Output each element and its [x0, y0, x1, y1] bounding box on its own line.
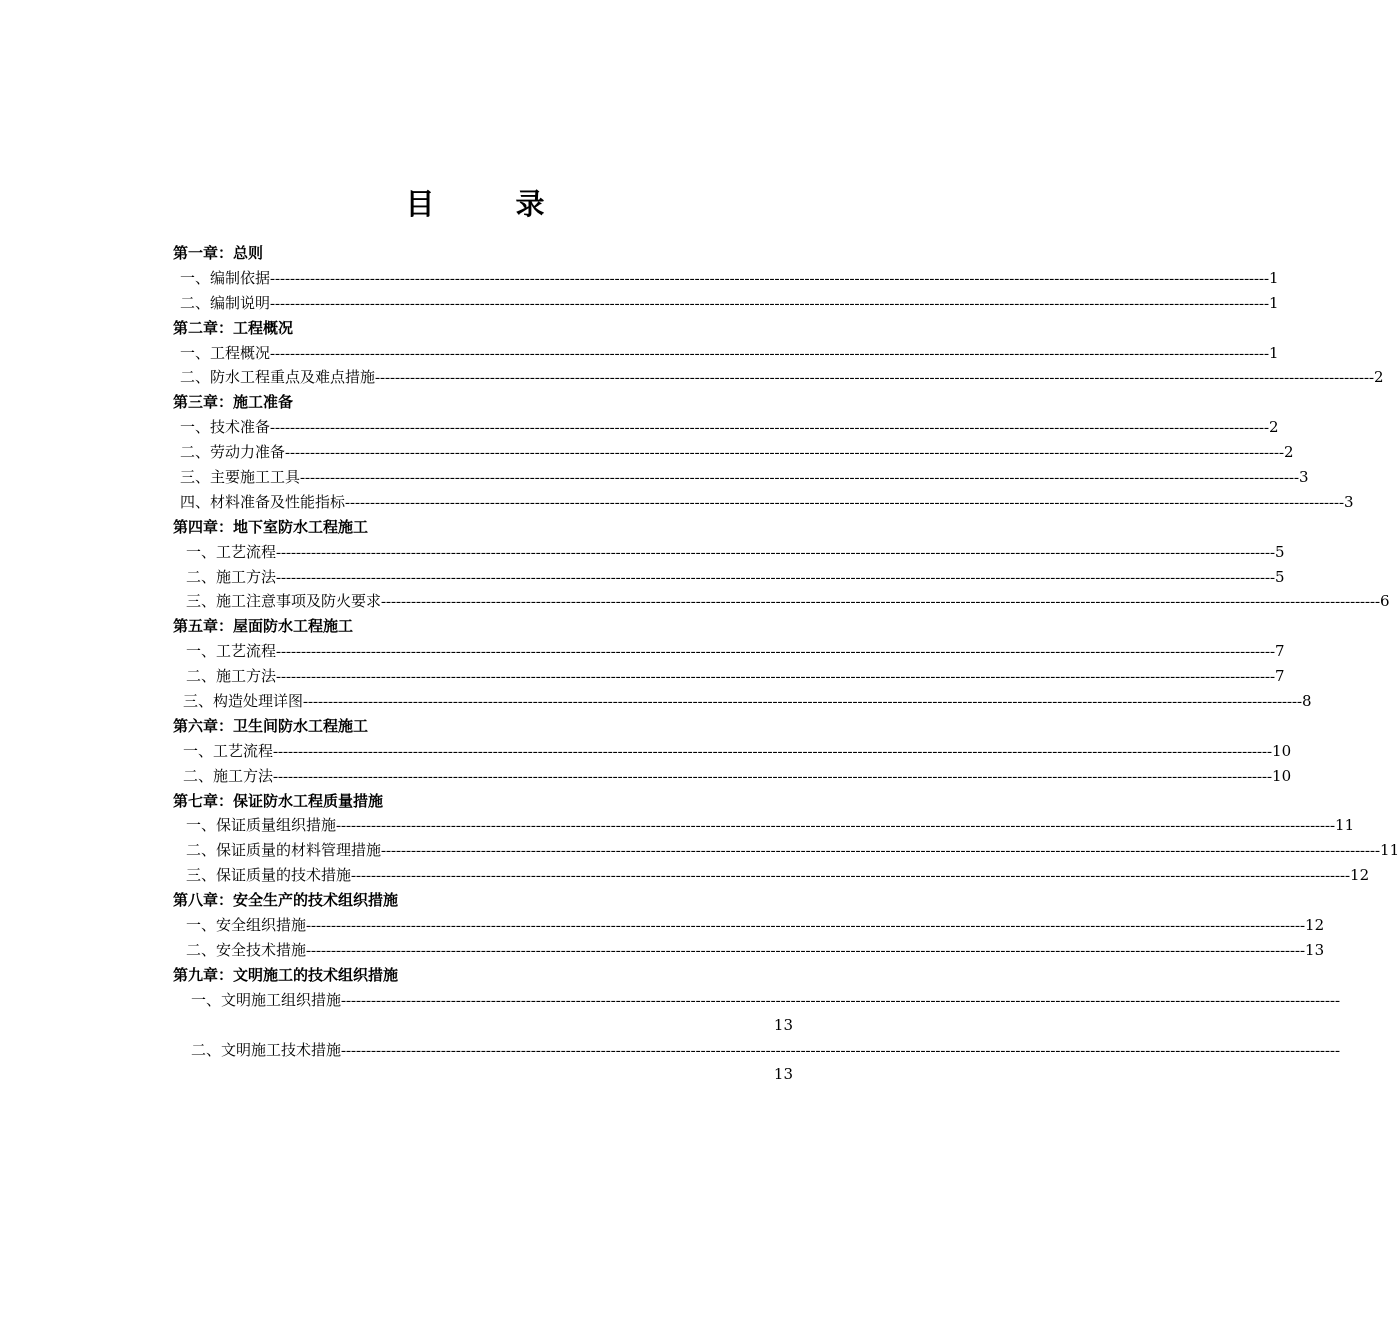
toc-leader: -------------------------------------------------------------------------------------------------------------------------------------------------------------------------------------------------------- — [270, 295, 1270, 312]
toc-entry-page: 11 — [1335, 816, 1355, 835]
toc-leader: -------------------------------------------------------------------------------------------------------------------------------------------------------------------------------------------------------- — [336, 818, 1336, 835]
toc-leader: -------------------------------------------------------------------------------------------------------------------------------------------------------------------------------------------------------- — [341, 992, 1341, 1009]
toc-entry-page: 7 — [1275, 642, 1285, 661]
toc-entry[interactable] — [0, 440, 1294, 465]
toc-entry[interactable] — [0, 589, 1390, 614]
toc-entry-label: 二、施工方法 — [186, 667, 277, 686]
toc-entry[interactable] — [0, 565, 1285, 590]
toc-entry[interactable] — [0, 415, 1279, 440]
toc-entry[interactable] — [0, 863, 1370, 888]
toc-entry-label: 一、工艺流程 — [183, 741, 274, 760]
toc-entry-label: 二、保证质量的材料管理措施 — [186, 841, 382, 860]
toc-chapter-heading: 第六章：卫生间防水工程施工 — [173, 716, 369, 735]
toc-entry-label: 三、保证质量的技术措施 — [186, 866, 352, 885]
toc-leader: -------------------------------------------------------------------------------------------------------------------------------------------------------------------------------------------------------- — [285, 445, 1285, 462]
toc-entry-label: 一、编制依据 — [180, 268, 271, 287]
toc-entry-label: 二、施工方法 — [183, 766, 274, 785]
toc-entry-label: 二、文明施工技术措施 — [191, 1040, 342, 1059]
toc-entry-label: 二、施工方法 — [186, 567, 277, 586]
toc-entry-label: 二、劳动力准备 — [180, 443, 286, 462]
toc-leader: -------------------------------------------------------------------------------------------------------------------------------------------------------------------------------------------------------- — [351, 868, 1351, 885]
toc-entry[interactable] — [0, 764, 1292, 789]
toc-entry-label: 一、文明施工组织措施 — [191, 990, 342, 1009]
toc-entry-label: 一、技术准备 — [180, 418, 271, 437]
toc-chapter-heading: 第八章：安全生产的技术组织措施 — [173, 891, 399, 910]
toc-entry-label: 一、工艺流程 — [186, 542, 277, 561]
toc-entry-label: 一、工艺流程 — [186, 642, 277, 661]
toc-entry[interactable] — [0, 266, 1279, 291]
toc-entry-page: 12 — [1350, 866, 1370, 885]
toc-entry-page: 5 — [1275, 567, 1285, 586]
toc-leader: -------------------------------------------------------------------------------------------------------------------------------------------------------------------------------------------------------- — [276, 544, 1276, 561]
toc-entry-label: 二、安全技术措施 — [186, 940, 307, 959]
toc-leader: -------------------------------------------------------------------------------------------------------------------------------------------------------------------------------------------------------- — [270, 345, 1270, 362]
toc-entry-page: 13 — [1305, 940, 1325, 959]
toc-entry-label: 一、安全组织措施 — [186, 916, 307, 935]
toc-entry[interactable] — [0, 813, 1355, 838]
toc-leader: -------------------------------------------------------------------------------------------------------------------------------------------------------------------------------------------------------- — [273, 743, 1273, 760]
toc-entry[interactable] — [0, 1038, 1341, 1063]
toc-entry[interactable] — [0, 689, 1312, 714]
toc-entry-page: 13 — [773, 1015, 793, 1034]
toc-entry-page: 1 — [1269, 293, 1279, 312]
toc-leader: -------------------------------------------------------------------------------------------------------------------------------------------------------------------------------------------------------- — [375, 370, 1375, 387]
toc-entry[interactable] — [0, 341, 1279, 366]
toc-entry-page-wrapped — [0, 1062, 950, 1087]
toc-entry-label: 三、构造处理详图 — [183, 692, 304, 711]
toc-leader: -------------------------------------------------------------------------------------------------------------------------------------------------------------------------------------------------------- — [341, 1042, 1341, 1059]
toc-entry-label: 四、材料准备及性能指标 — [180, 492, 346, 511]
toc-entry-page: 11 — [1380, 841, 1399, 860]
toc-entry-page: 8 — [1302, 692, 1312, 711]
toc-entry-page: 3 — [1344, 492, 1354, 511]
toc-leader: -------------------------------------------------------------------------------------------------------------------------------------------------------------------------------------------------------- — [300, 470, 1300, 487]
toc-leader: -------------------------------------------------------------------------------------------------------------------------------------------------------------------------------------------------------- — [345, 494, 1345, 511]
toc-chapter-heading: 第三章：施工准备 — [173, 393, 294, 412]
toc-leader: -------------------------------------------------------------------------------------------------------------------------------------------------------------------------------------------------------- — [276, 644, 1276, 661]
toc-entry-page: 3 — [1299, 468, 1309, 487]
toc-chapter-heading: 第七章：保证防水工程质量措施 — [173, 791, 384, 810]
toc-entry[interactable] — [0, 291, 1279, 316]
toc-entry[interactable] — [0, 988, 1341, 1013]
toc-chapter-heading: 第九章：文明施工的技术组织措施 — [173, 965, 399, 984]
toc-leader: -------------------------------------------------------------------------------------------------------------------------------------------------------------------------------------------------------- — [270, 420, 1270, 437]
toc-entry[interactable] — [0, 838, 1399, 863]
toc-leader: -------------------------------------------------------------------------------------------------------------------------------------------------------------------------------------------------------- — [381, 843, 1381, 860]
toc-leader: -------------------------------------------------------------------------------------------------------------------------------------------------------------------------------------------------------- — [303, 694, 1303, 711]
toc-entry[interactable] — [0, 465, 1309, 490]
toc-leader: -------------------------------------------------------------------------------------------------------------------------------------------------------------------------------------------------------- — [276, 669, 1276, 686]
toc-entry-page: 10 — [1272, 766, 1292, 785]
toc-chapter-heading: 第四章：地下室防水工程施工 — [173, 517, 369, 536]
toc-entry-label: 三、主要施工工具 — [180, 468, 301, 487]
table-of-contents — [0, 241, 1399, 1087]
toc-entry-page: 13 — [773, 1065, 793, 1084]
toc-entry-page-wrapped — [0, 1013, 950, 1038]
toc-entry-page: 6 — [1380, 592, 1390, 611]
toc-entry-label: 一、工程概况 — [180, 343, 271, 362]
toc-entry[interactable] — [0, 490, 1354, 515]
toc-entry[interactable] — [0, 739, 1292, 764]
toc-title: 目 录 — [405, 187, 571, 221]
toc-leader: -------------------------------------------------------------------------------------------------------------------------------------------------------------------------------------------------------- — [381, 594, 1381, 611]
toc-entry[interactable] — [0, 639, 1285, 664]
toc-entry-page: 2 — [1374, 368, 1384, 387]
toc-entry-label: 一、保证质量组织措施 — [186, 816, 337, 835]
toc-chapter-heading: 第五章：屋面防水工程施工 — [173, 617, 354, 636]
toc-leader: -------------------------------------------------------------------------------------------------------------------------------------------------------------------------------------------------------- — [306, 942, 1306, 959]
toc-entry-label: 三、施工注意事项及防火要求 — [186, 592, 382, 611]
toc-leader: -------------------------------------------------------------------------------------------------------------------------------------------------------------------------------------------------------- — [306, 918, 1306, 935]
toc-leader: -------------------------------------------------------------------------------------------------------------------------------------------------------------------------------------------------------- — [270, 270, 1270, 287]
toc-entry[interactable] — [0, 938, 1325, 963]
toc-entry[interactable] — [0, 913, 1325, 938]
toc-entry-page: 5 — [1275, 542, 1285, 561]
toc-entry-page: 1 — [1269, 343, 1279, 362]
toc-entry-label: 二、防水工程重点及难点措施 — [180, 368, 376, 387]
toc-entry-page: 7 — [1275, 667, 1285, 686]
toc-entry-page: 2 — [1284, 443, 1294, 462]
toc-entry-label: 二、编制说明 — [180, 293, 271, 312]
toc-entry[interactable] — [0, 664, 1285, 689]
toc-chapter-heading: 第二章：工程概况 — [173, 318, 294, 337]
toc-entry[interactable] — [0, 365, 1384, 390]
toc-leader: -------------------------------------------------------------------------------------------------------------------------------------------------------------------------------------------------------- — [276, 569, 1276, 586]
toc-entry-page: 10 — [1272, 741, 1292, 760]
toc-entry-page: 1 — [1269, 268, 1279, 287]
toc-entry-page: 2 — [1269, 418, 1279, 437]
toc-entry[interactable] — [0, 540, 1285, 565]
toc-entry-page: 12 — [1305, 916, 1325, 935]
toc-leader: -------------------------------------------------------------------------------------------------------------------------------------------------------------------------------------------------------- — [273, 768, 1273, 785]
toc-chapter-heading: 第一章：总则 — [173, 244, 264, 262]
